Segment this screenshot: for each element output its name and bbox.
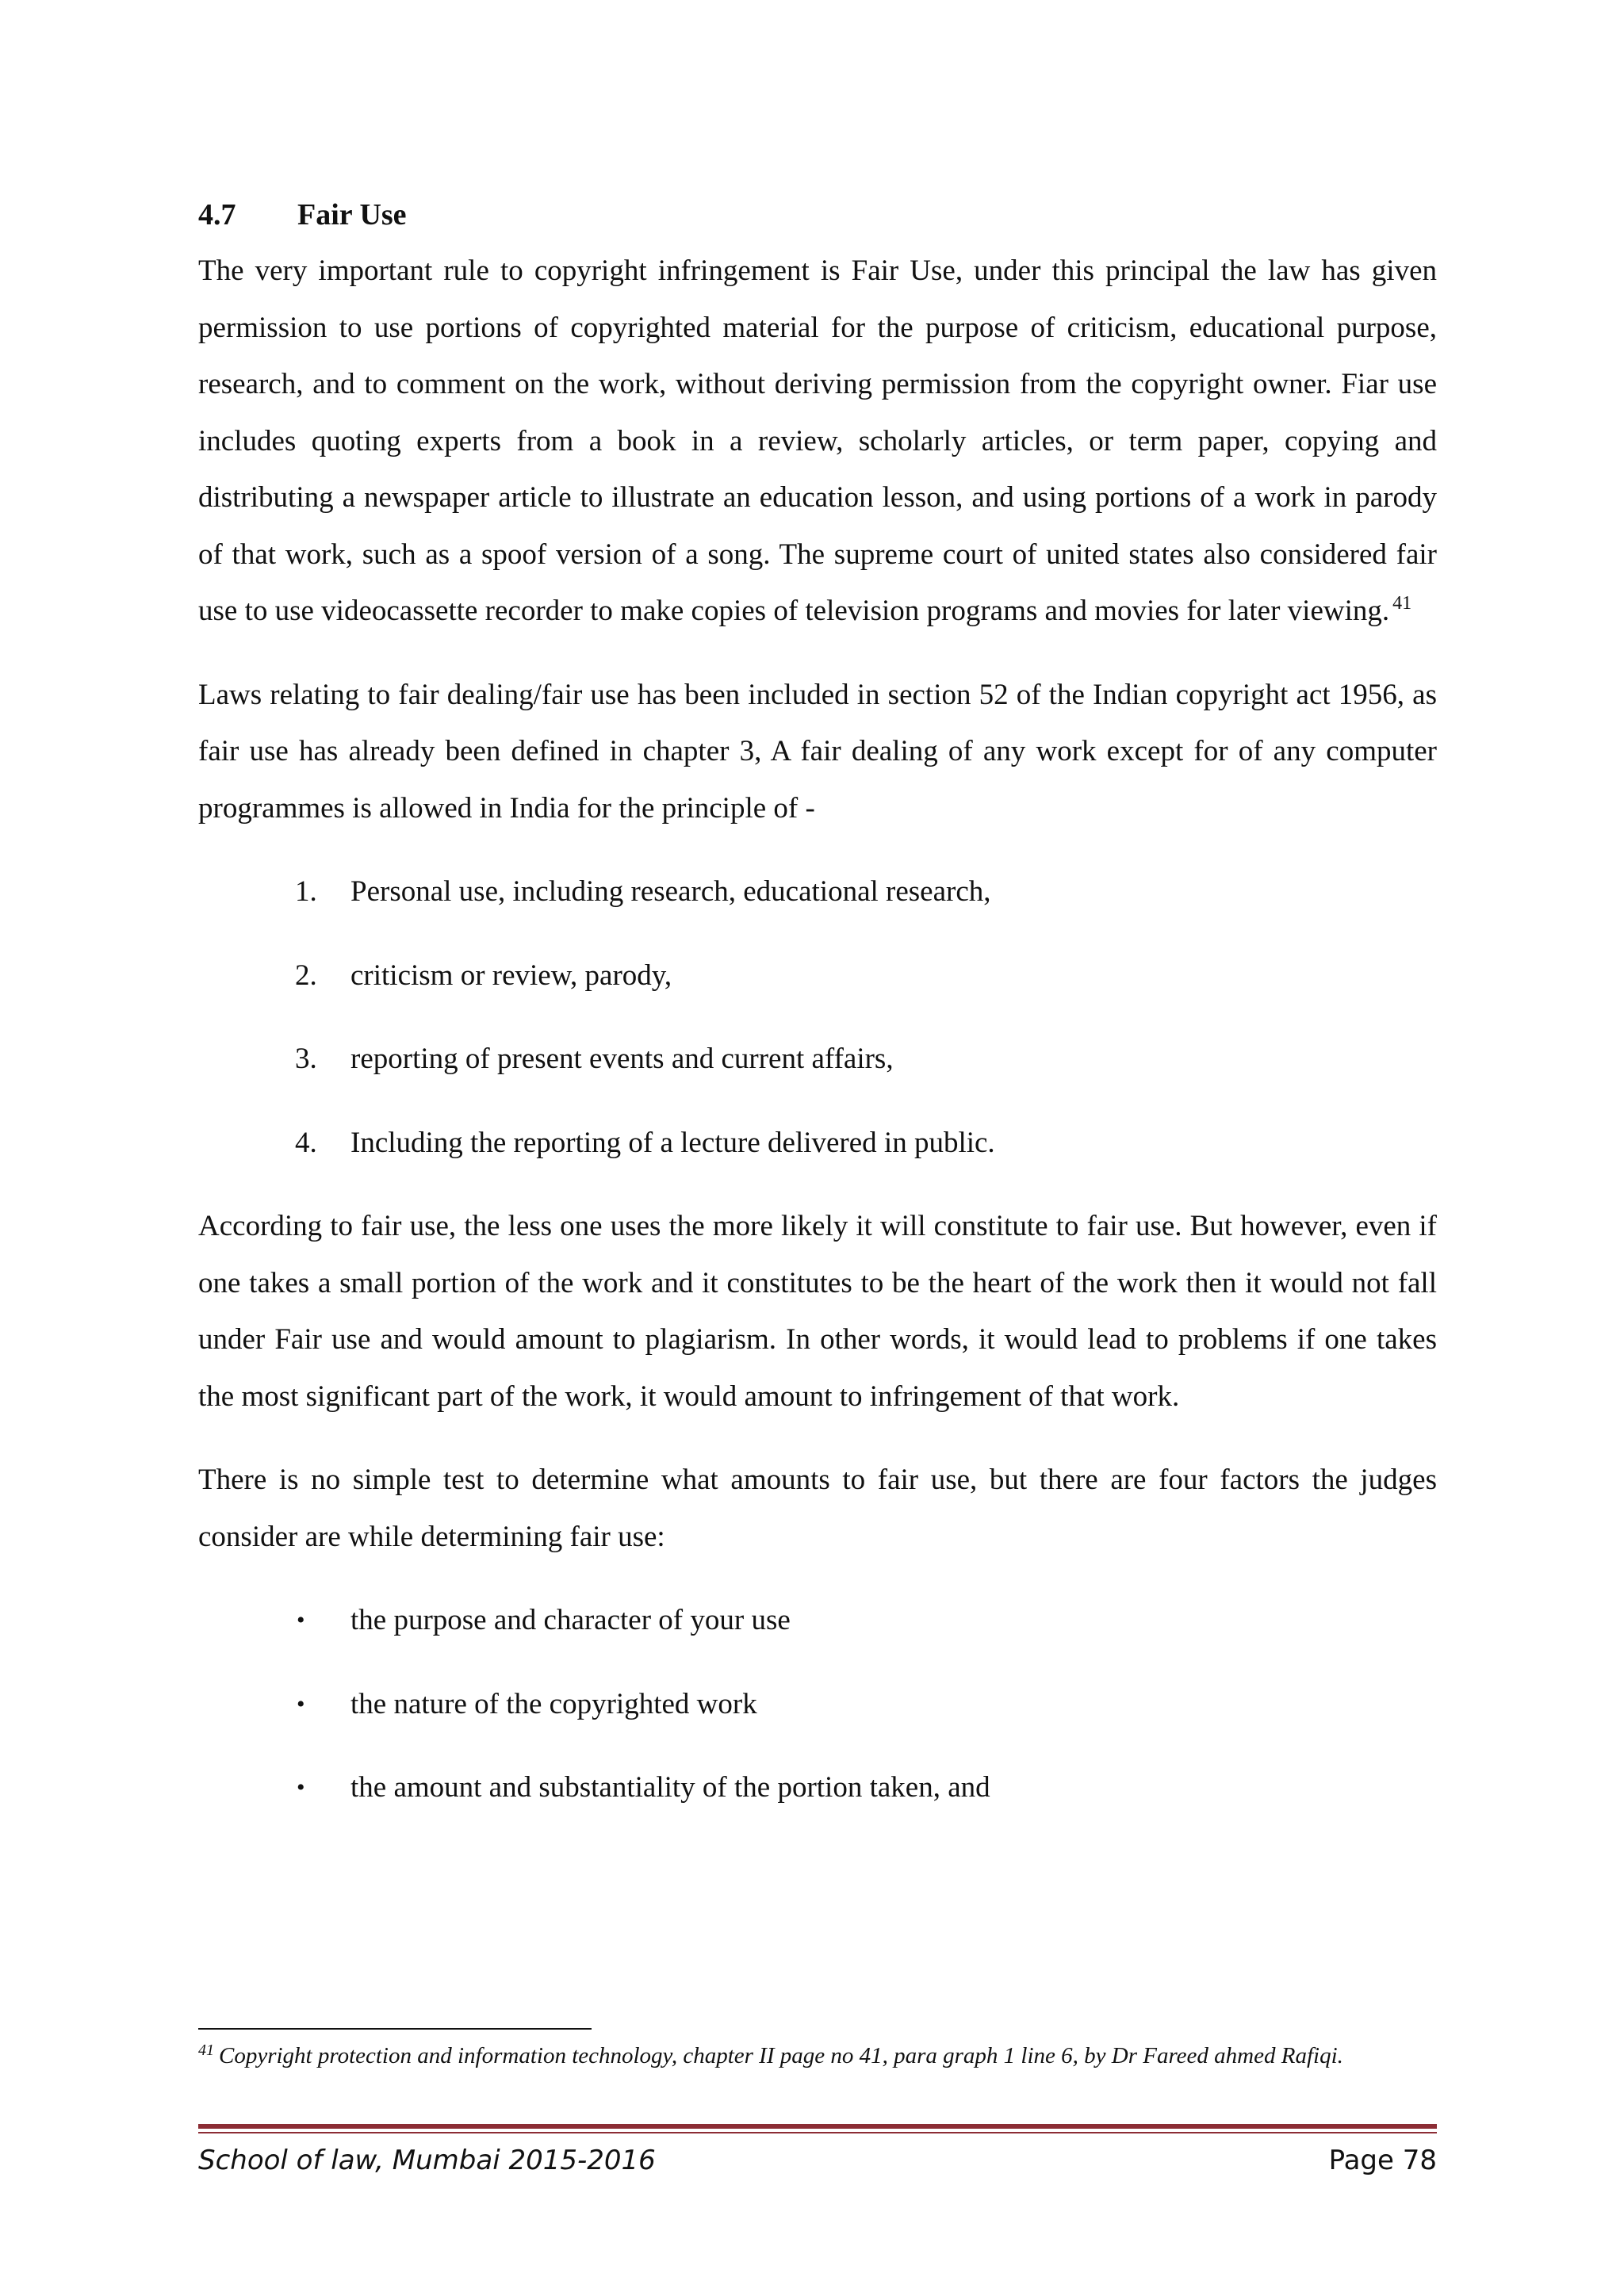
section-heading (198, 187, 1437, 243)
list-item (198, 1676, 1437, 1733)
list-item-text: Including the reporting of a lecture delivered in public. (350, 1126, 995, 1159)
list-item-text: the amount and substantiality of the portion taken, and (350, 1771, 990, 1804)
principles-list (198, 863, 1437, 1171)
list-item-text: the purpose and character of your use (350, 1604, 791, 1636)
paragraph-text: The very important rule to copyright infringement is Fair Use, under this principal the law has given permission to use portions of copyrighted material for the purpose of criticism, educational purpose, research, and to comment on the work, without deriving permission from the copyright owner. Fiar use includes quoting experts from a book in a review, scholarly articles, or term paper, copying and distributing a newspaper article to illustrate an education lesson, and using portions of a work in parody of that work, such as a spoof version of a song. The supreme court of united states also considered fair use to use videocassette recorder to make copies of television programs and movies for later viewing. (198, 254, 1437, 627)
list-marker: 3. (295, 1043, 317, 1075)
footer-school: School of law, Mumbai 2015-2016 (198, 2145, 656, 2176)
list-item-text: Personal use, including research, educational research, (350, 875, 991, 908)
bullet-icon: • (297, 1607, 305, 1633)
footnote-reference[interactable]: 41 (1392, 593, 1412, 614)
paragraph-amount-used: According to fair use, the less one uses the more likely it will constitute to fair use. But however, even if one takes a small portion of the work and it constitutes to be the heart of the work then it would not fall under Fair use and would amount to plagiarism. In other words, it would lead to problems if one takes the most significant part of the work, it would amount to infringement of that work. (198, 1210, 1437, 1413)
list-item-text: reporting of present events and current affairs, (350, 1043, 894, 1075)
page-number: Page 78 (1328, 2145, 1437, 2176)
list-item (198, 1759, 1437, 1816)
footnote-text: Copyright protection and information technology, chapter II page no 41, para graph 1 line 6, by Dr Fareed ahmed Rafiqi. (219, 2043, 1343, 2068)
footer-divider-thick (198, 2124, 1437, 2129)
bullet-icon: • (297, 1774, 305, 1800)
list-item (198, 863, 1437, 920)
paragraph-fair-use-intro (198, 243, 1437, 640)
section-title: Fair Use (297, 198, 407, 232)
list-item (198, 947, 1437, 1004)
list-item-text: the nature of the copyrighted work (350, 1687, 757, 1720)
section-number: 4.7 (198, 198, 236, 232)
page-footer (198, 2141, 1437, 2180)
list-marker: 2. (295, 959, 317, 992)
paragraph-indian-law: Laws relating to fair dealing/fair use has been included in section 52 of the Indian copyright act 1956, as fair use has already been defined in chapter 3, A fair dealing of any work except for of any computer programmes is allowed in India for the principle of - (198, 678, 1437, 825)
list-item (198, 1115, 1437, 1172)
list-marker: 4. (295, 1126, 317, 1159)
bullet-icon: • (297, 1690, 305, 1717)
page-content (198, 187, 1437, 1843)
footer-divider-thin (198, 2132, 1437, 2133)
list-item (198, 1592, 1437, 1649)
list-item-text: criticism or review, parody, (350, 959, 672, 992)
paragraph-four-factors: There is no simple test to determine what amounts to fair use, but there are four factors the judges consider are while determining fair use: (198, 1464, 1437, 1553)
footnote (198, 2042, 1437, 2070)
factors-list (198, 1592, 1437, 1816)
footnote-divider (198, 2028, 592, 2030)
footnote-number: 41 (198, 2042, 214, 2059)
list-marker: 1. (295, 875, 317, 908)
list-item (198, 1031, 1437, 1088)
